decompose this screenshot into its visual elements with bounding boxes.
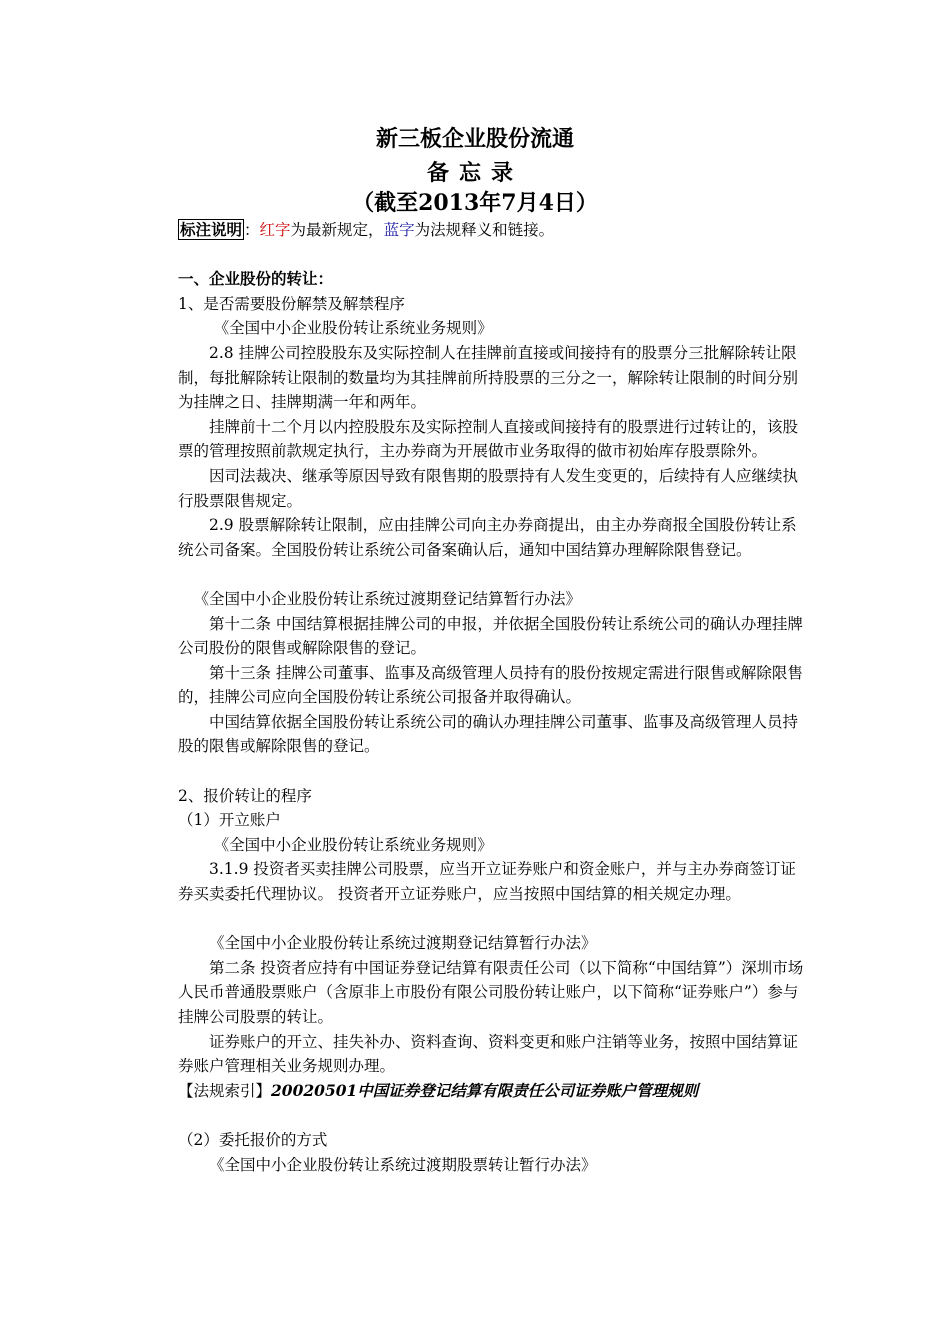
article-2: 第二条 投资者应持有中国证券登记结算有限责任公司（以下简称“中国结算”）深圳市场人民币普通股票账户（含原非上市股份有限公司股份转让账户，以下简称“证券账户”）参与挂牌公司股票的转让。 <box>178 958 804 1026</box>
spacer <box>178 907 810 932</box>
document-date: （截至2013年7月4日） <box>352 190 598 216</box>
rule-title: 《全国中小企业股份转让系统业务规则》 <box>213 835 493 854</box>
legend-colon: ： <box>244 221 260 239</box>
legend-blue-word: 蓝字 <box>383 221 415 239</box>
spacer <box>178 1103 810 1128</box>
reference-label: 【法规索引】 <box>178 1081 272 1100</box>
spacer <box>178 562 810 587</box>
paragraph-2-8: 2.8 挂牌公司控股股东及实际控制人在挂牌前直接或间接持有的股票分三批解除转让限制，每批解除转让限制的数量均为其挂牌前所持股票的三分之一，解除转让限制的时间分别为挂牌之日、挂牌期满一年和两年。 <box>178 343 799 412</box>
legend-label: 标注说明 <box>180 220 243 239</box>
article-12: 第十二条 中国结算根据挂牌公司的申报，并依据全国股份转让系统公司的确认办理挂牌公司股份的限售或解除限售的登记。 <box>178 614 803 658</box>
item-heading: （1）开立账户 <box>178 811 281 830</box>
rule-title: 《全国中小企业股份转让系统过渡期登记结算暂行办法》 <box>209 934 597 953</box>
article-13-b: 中国结算依据全国股份转让系统公司的确认办理挂牌公司董事、监事及高级管理人员持股的限售或解除限售的登记。 <box>178 712 799 756</box>
spacer <box>178 243 810 268</box>
subsection-heading: 2、报价转让的程序 <box>178 786 312 805</box>
paragraph-2-8-b: 挂牌前十二个月以内控股股东及实际控制人直接或间接持有的股票进行过转让的，该股票的管理按照前款规定执行，主办券商为开展做市业务取得的做市初始库存股票除外。 <box>178 417 799 461</box>
rule-title: 《全国中小企业股份转让系统业务规则》 <box>213 319 493 338</box>
paragraph-2-9: 2.9 股票解除转让限制，应由挂牌公司向主办券商提出，由主办券商报全国股份转让系统公司备案。全国股份转让系统公司备案确认后，通知中国结算办理解除限售登记。 <box>178 516 797 559</box>
article-13: 第十三条 挂牌公司董事、监事及高级管理人员持有的股份按规定需进行限售或解除限售的，挂牌公司应向全国股份转让系统公司报备并取得确认。 <box>178 663 803 707</box>
legend-red-desc: 为最新规定， <box>290 221 384 239</box>
document-title: 新三板企业股份流通 <box>375 126 574 152</box>
subsection-heading: 1、是否需要股份解禁及解禁程序 <box>178 294 405 313</box>
rule-title: 《全国中小企业股份转让系统过渡期登记结算暂行办法》 <box>193 589 582 608</box>
regulation-reference <box>178 1079 810 1104</box>
item-heading: （2）委托报价的方式 <box>178 1130 328 1149</box>
legend-line <box>178 218 810 243</box>
reference-link[interactable]: 20020501中国证券登记结算有限责任公司证券账户管理规则 <box>271 1080 699 1100</box>
article-2-b: 证券账户的开立、挂失补办、资料查询、资料变更和账户注销等业务，按照中国结算证券账户管理相关业务规则办理。 <box>178 1032 799 1076</box>
rule-title: 《全国中小企业股份转让系统过渡期股票转让暂行办法》 <box>209 1155 597 1174</box>
document-body <box>178 218 810 1177</box>
section-heading: 一、企业股份的转让： <box>178 269 334 289</box>
paragraph-3-1-9: 3.1.9 投资者买卖挂牌公司股票，应当开立证券账户和资金账户，并与主办券商签订证券买卖委托代理协议。 投资者开立证券账户，应当按照中国结算的相关规定办理。 <box>178 860 796 904</box>
legend-blue-desc: 为法规释义和链接。 <box>414 221 555 239</box>
spacer <box>178 759 810 784</box>
legend-red-word: 红字 <box>259 221 291 239</box>
paragraph-2-8-c: 因司法裁决、继承等原因导致有限售期的股票持有人发生变更的，后续持有人应继续执行股票限售规定。 <box>178 466 799 510</box>
document-subtitle: 备忘录 <box>426 160 523 186</box>
